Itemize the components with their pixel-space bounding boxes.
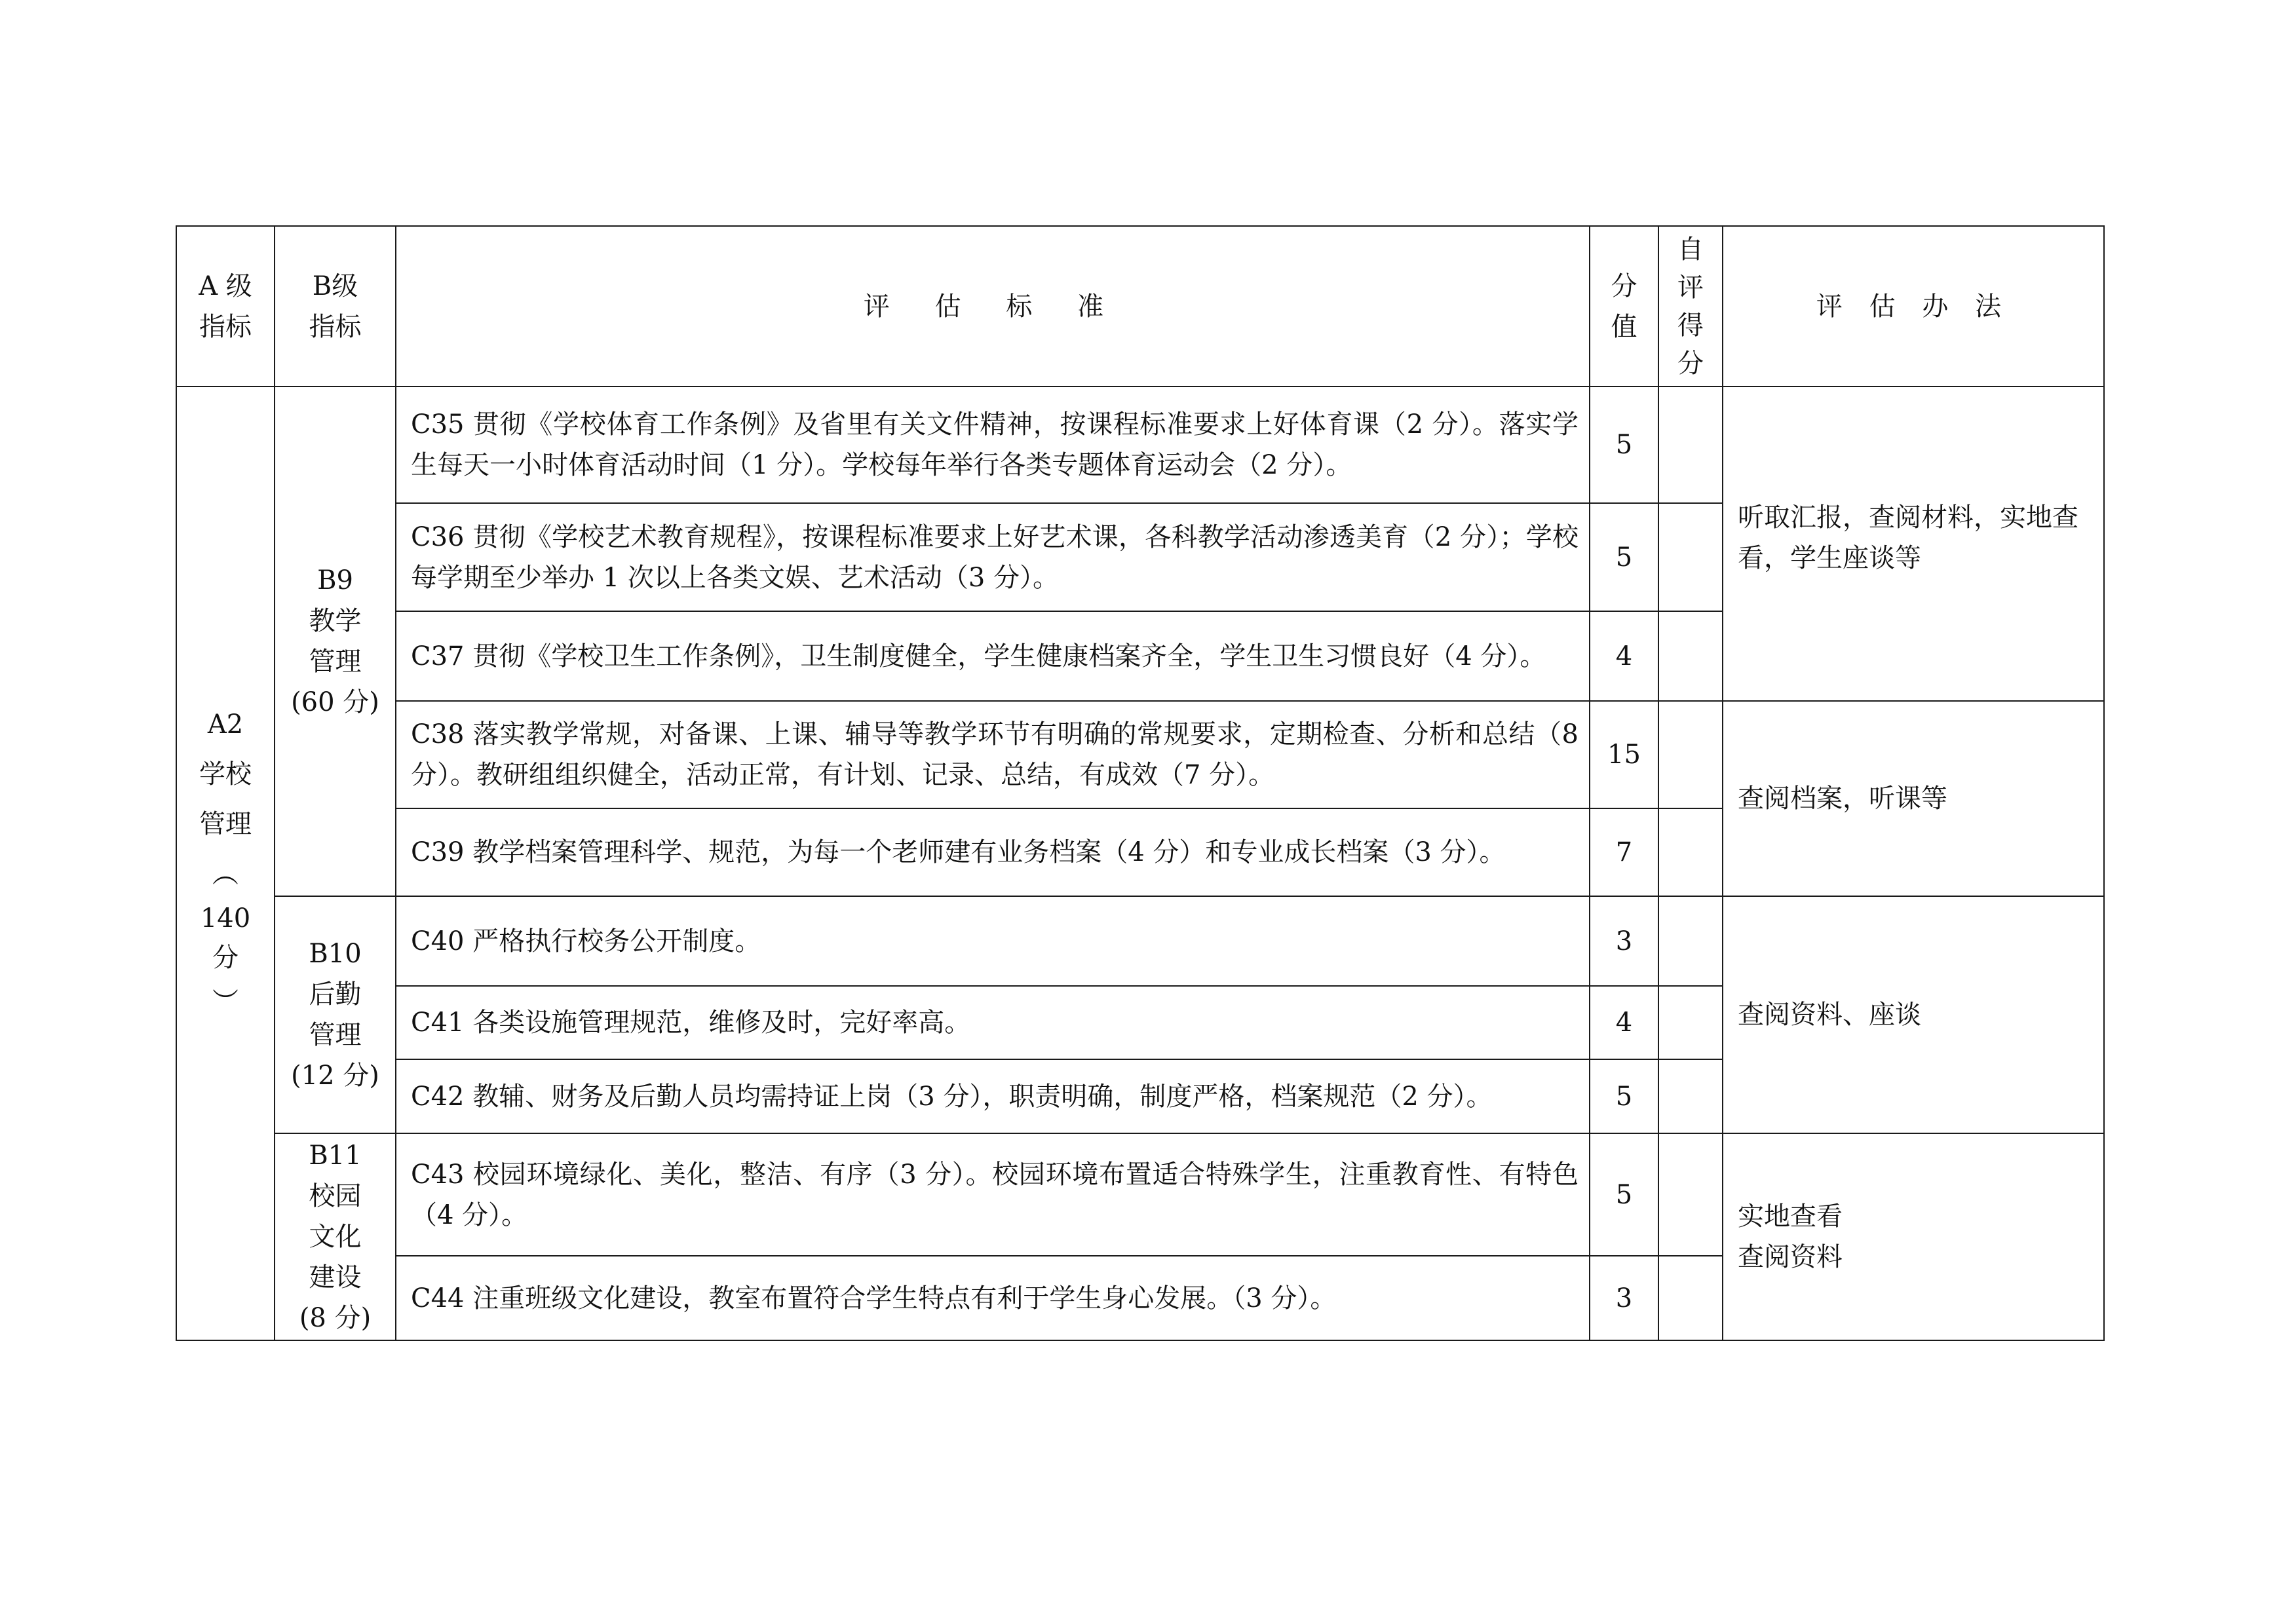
b11-name-1: 校园 (309, 1181, 362, 1211)
a2-name-2: 管理 (199, 809, 252, 839)
header-row (176, 226, 2104, 387)
a2-paren-open: ︵ (212, 859, 239, 889)
b11-name-3: 建设 (309, 1262, 362, 1293)
b9-name-2: 管理 (309, 647, 362, 677)
header-b-level-line1: B级 (312, 271, 358, 301)
standard-c42: C42 教辅、财务及后勤人员均需持证上岗（3 分），职责明确，制度严格，档案规范（2 分）。 (396, 1059, 1590, 1133)
a2-points: 140 (200, 903, 251, 934)
score-c41: 4 (1590, 986, 1658, 1059)
table-row (176, 701, 2104, 808)
header-score (1590, 226, 1658, 387)
b9-code: B9 (317, 565, 353, 595)
score-c36: 5 (1590, 503, 1658, 611)
header-a-level (176, 226, 275, 387)
standard-c38: C38 落实教学常规，对备课、上课、辅导等教学环节有明确的常规要求，定期检查、分析和总结（8 分）。教研组组织健全，活动正常，有计划、记录、总结，有成效（7 分）。 (396, 701, 1590, 808)
standard-c41: C41 各类设施管理规范，维修及时，完好率高。 (396, 986, 1590, 1059)
header-score-line2: 值 (1611, 311, 1637, 342)
table-row (176, 387, 2104, 503)
header-self-score (1658, 226, 1723, 387)
score-c35: 5 (1590, 387, 1658, 503)
b11-name-2: 文化 (309, 1222, 362, 1252)
self-score-c39[interactable] (1658, 808, 1723, 896)
header-a-level-line2: 指标 (199, 311, 252, 342)
a2-points-unit: 分 (212, 943, 239, 973)
standard-c35: C35 贯彻《学校体育工作条例》及省里有关文件精神，按课程标准要求上好体育课（2 分）。落实学生每天一小时体育活动时间（1 分）。学校每年举行各类专题体育运动会（2 分）。 (396, 387, 1590, 503)
score-c42: 5 (1590, 1059, 1658, 1133)
score-c38: 15 (1590, 701, 1658, 808)
a2-code: A2 (207, 709, 244, 740)
b10-name-1: 后勤 (309, 979, 362, 1010)
header-b-level (275, 226, 396, 387)
self-score-c40[interactable] (1658, 896, 1723, 986)
b11-points: (8 分) (299, 1303, 372, 1333)
header-self-line3: 得 (1677, 310, 1704, 341)
self-score-c35[interactable] (1658, 387, 1723, 503)
standard-c40: C40 严格执行校务公开制度。 (396, 896, 1590, 986)
b9-cell (275, 387, 396, 896)
header-b-level-line2: 指标 (309, 311, 362, 342)
b9-name-1: 教学 (309, 606, 362, 636)
b10-points: (12 分) (291, 1061, 379, 1091)
a2-name-1: 学校 (199, 759, 252, 789)
method-m2 (1723, 701, 2104, 896)
score-c43: 5 (1590, 1133, 1658, 1256)
self-score-c43[interactable] (1658, 1133, 1723, 1256)
standard-c43: C43 校园环境绿化、美化，整洁、有序（3 分）。校园环境布置适合特殊学生，注重教育性、有特色（4 分）。 (396, 1133, 1590, 1256)
self-score-c41[interactable] (1658, 986, 1723, 1059)
header-score-line1: 分 (1611, 271, 1637, 301)
header-a-level-line1: A 级 (199, 271, 252, 301)
method-m4-line2: 查阅资料 (1738, 1242, 1843, 1272)
evaluation-table (176, 225, 2105, 1341)
header-self-line1: 自 (1677, 234, 1704, 265)
score-c40: 3 (1590, 896, 1658, 986)
self-score-c37[interactable] (1658, 611, 1723, 701)
a2-cell (176, 387, 275, 1340)
self-score-c38[interactable] (1658, 701, 1723, 808)
self-score-c42[interactable] (1658, 1059, 1723, 1133)
table-row (176, 1133, 2104, 1256)
standard-c37: C37 贯彻《学校卫生工作条例》，卫生制度健全，学生健康档案齐全，学生卫生习惯良好（4 分）。 (396, 611, 1590, 701)
header-standard: 评 估 标 准 (396, 226, 1590, 387)
b9-points: (60 分) (291, 687, 379, 717)
b10-name-2: 管理 (309, 1020, 362, 1050)
method-m2-text: 查阅档案，听课等 (1738, 784, 1947, 814)
header-method: 评 估 办 法 (1723, 226, 2104, 387)
score-c37: 4 (1590, 611, 1658, 701)
method-m4 (1723, 1133, 2104, 1340)
method-m3-text: 查阅资料、座谈 (1738, 1000, 1921, 1030)
b11-code: B11 (309, 1141, 362, 1171)
self-score-c36[interactable] (1658, 503, 1723, 611)
header-self-line4: 分 (1677, 348, 1704, 379)
method-m4-line1: 实地查看 (1738, 1201, 1843, 1232)
standard-c36: C36 贯彻《学校艺术教育规程》，按课程标准要求上好艺术课，各科教学活动渗透美育（2 分）；学校每学期至少举办 1 次以上各类文娱、艺术活动（3 分）。 (396, 503, 1590, 611)
table-row (176, 896, 2104, 986)
method-m1-text: 听取汇报，查阅材料，实地查看，学生座谈等 (1738, 502, 2078, 573)
standard-c44: C44 注重班级文化建设，教室布置符合学生特点有利于学生身心发展。（3 分）。 (396, 1256, 1590, 1340)
b11-cell (275, 1133, 396, 1340)
standard-c39: C39 教学档案管理科学、规范，为每一个老师建有业务档案（4 分）和专业成长档案（3 分）。 (396, 808, 1590, 896)
score-c39: 7 (1590, 808, 1658, 896)
b10-cell (275, 896, 396, 1133)
b10-code: B10 (309, 939, 362, 969)
method-m3 (1723, 896, 2104, 1133)
a2-paren-close: ︶ (212, 987, 239, 1017)
self-score-c44[interactable] (1658, 1256, 1723, 1340)
score-c44: 3 (1590, 1256, 1658, 1340)
method-m1 (1723, 387, 2104, 701)
header-self-line2: 评 (1677, 272, 1704, 303)
